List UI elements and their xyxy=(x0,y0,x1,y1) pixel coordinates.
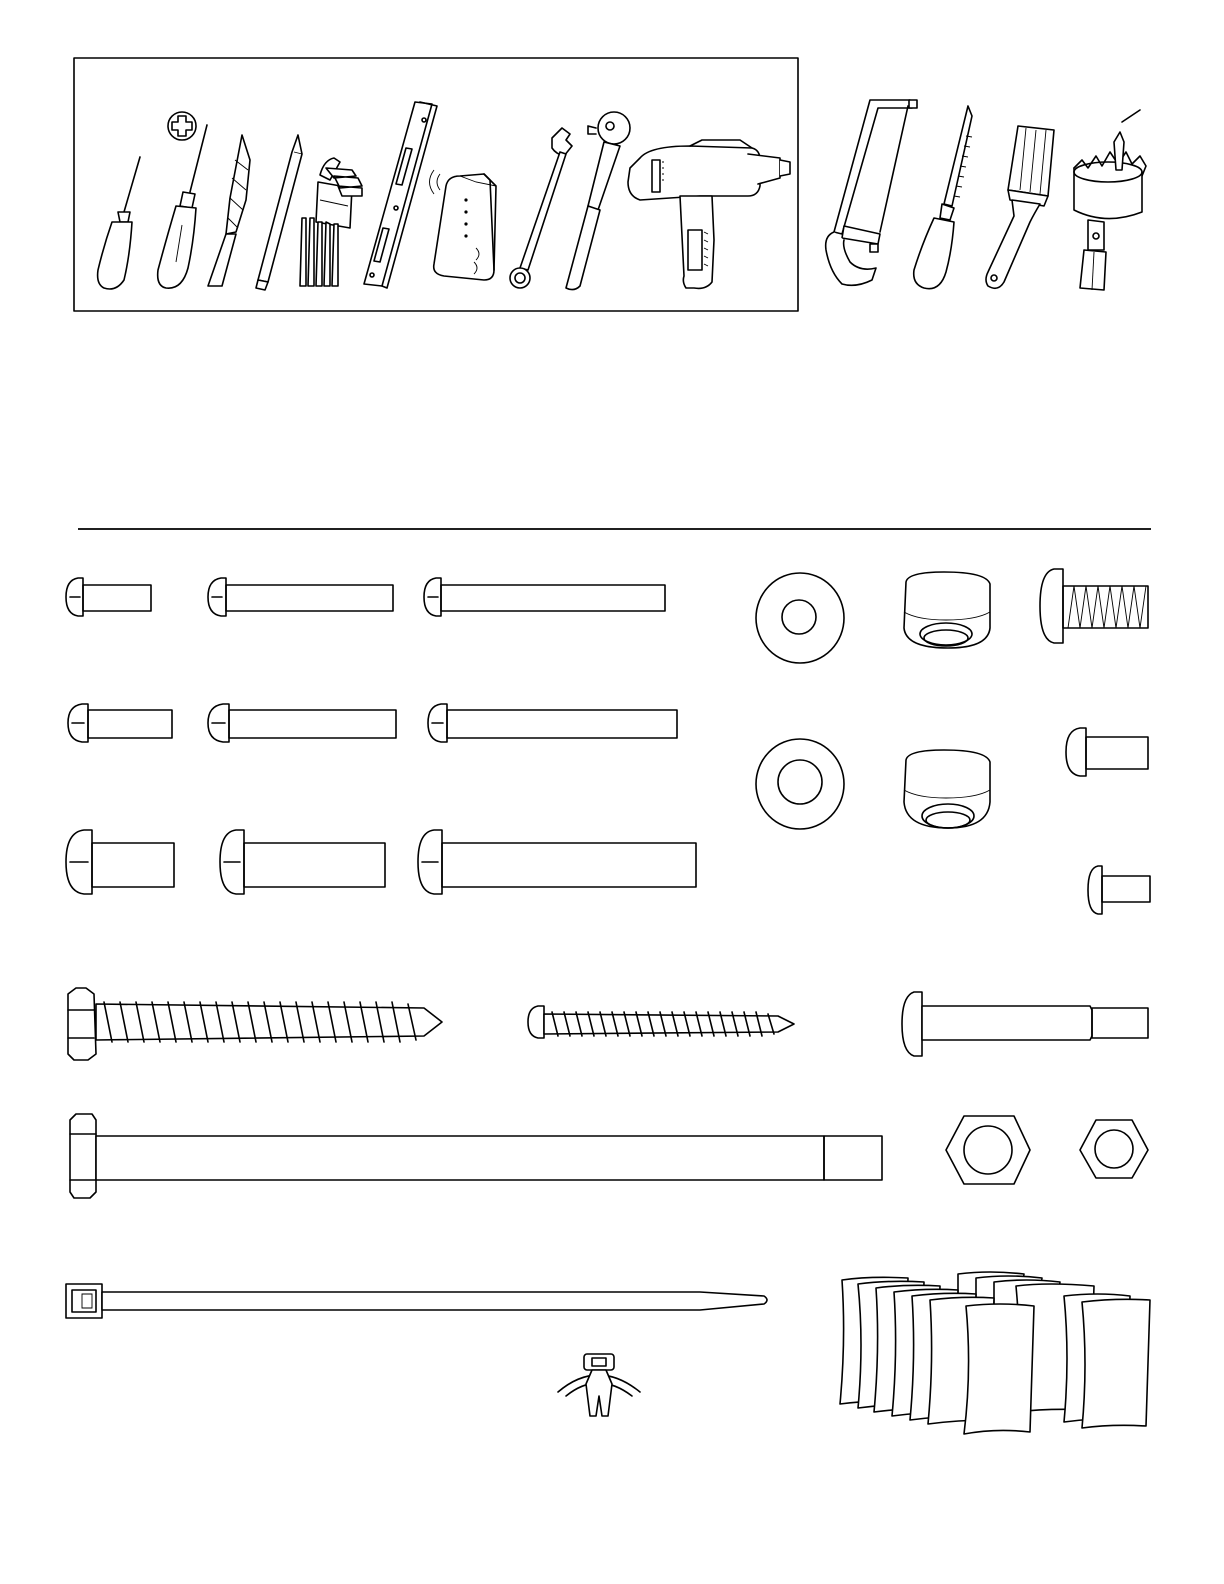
button-head-screw-icon xyxy=(1066,728,1148,776)
cable-tie-icon xyxy=(66,1284,767,1318)
lag-bolt-icon xyxy=(68,988,442,1060)
washer-icon xyxy=(756,573,844,663)
machine-screw-icon xyxy=(220,830,385,894)
wood-screw-icon xyxy=(528,1006,794,1038)
file-icon xyxy=(914,106,972,289)
cable-clip-icon xyxy=(558,1354,640,1416)
stud-finder-icon xyxy=(430,170,497,280)
phillips-screwdriver-icon xyxy=(158,112,207,288)
hex-nut-icon xyxy=(946,1116,1030,1184)
machine-screw-icon xyxy=(424,578,665,616)
spacer-icon xyxy=(904,750,990,828)
hex-nut-icon xyxy=(1080,1120,1148,1178)
machine-screw-icon xyxy=(66,830,174,894)
power-drill-icon xyxy=(628,140,790,288)
machine-screw-icon xyxy=(428,704,677,742)
hex-bolt-icon xyxy=(70,1114,882,1198)
wrench-icon xyxy=(510,128,572,288)
machine-screw-icon xyxy=(418,830,696,894)
pencil-icon xyxy=(256,135,302,290)
awl-icon xyxy=(98,157,140,289)
hacksaw-icon xyxy=(826,100,917,285)
paint-brush-icon xyxy=(986,126,1054,288)
adhesive-pads-icon xyxy=(840,1272,1150,1434)
machine-screw-icon xyxy=(208,704,396,742)
spacer-icon xyxy=(904,572,990,648)
socket-wrench-icon xyxy=(566,112,630,290)
drill-bit-icon xyxy=(208,135,250,286)
button-head-screw-icon xyxy=(1040,569,1148,643)
level-icon xyxy=(364,102,437,288)
hole-saw-icon xyxy=(1074,110,1146,290)
washer-icon xyxy=(756,739,844,829)
button-head-screw-icon xyxy=(1088,866,1150,914)
hex-key-set-icon xyxy=(300,158,362,286)
machine-screw-icon xyxy=(66,578,151,616)
machine-screw-icon xyxy=(68,704,172,742)
shoulder-bolt-icon xyxy=(902,992,1148,1056)
machine-screw-icon xyxy=(208,578,393,616)
